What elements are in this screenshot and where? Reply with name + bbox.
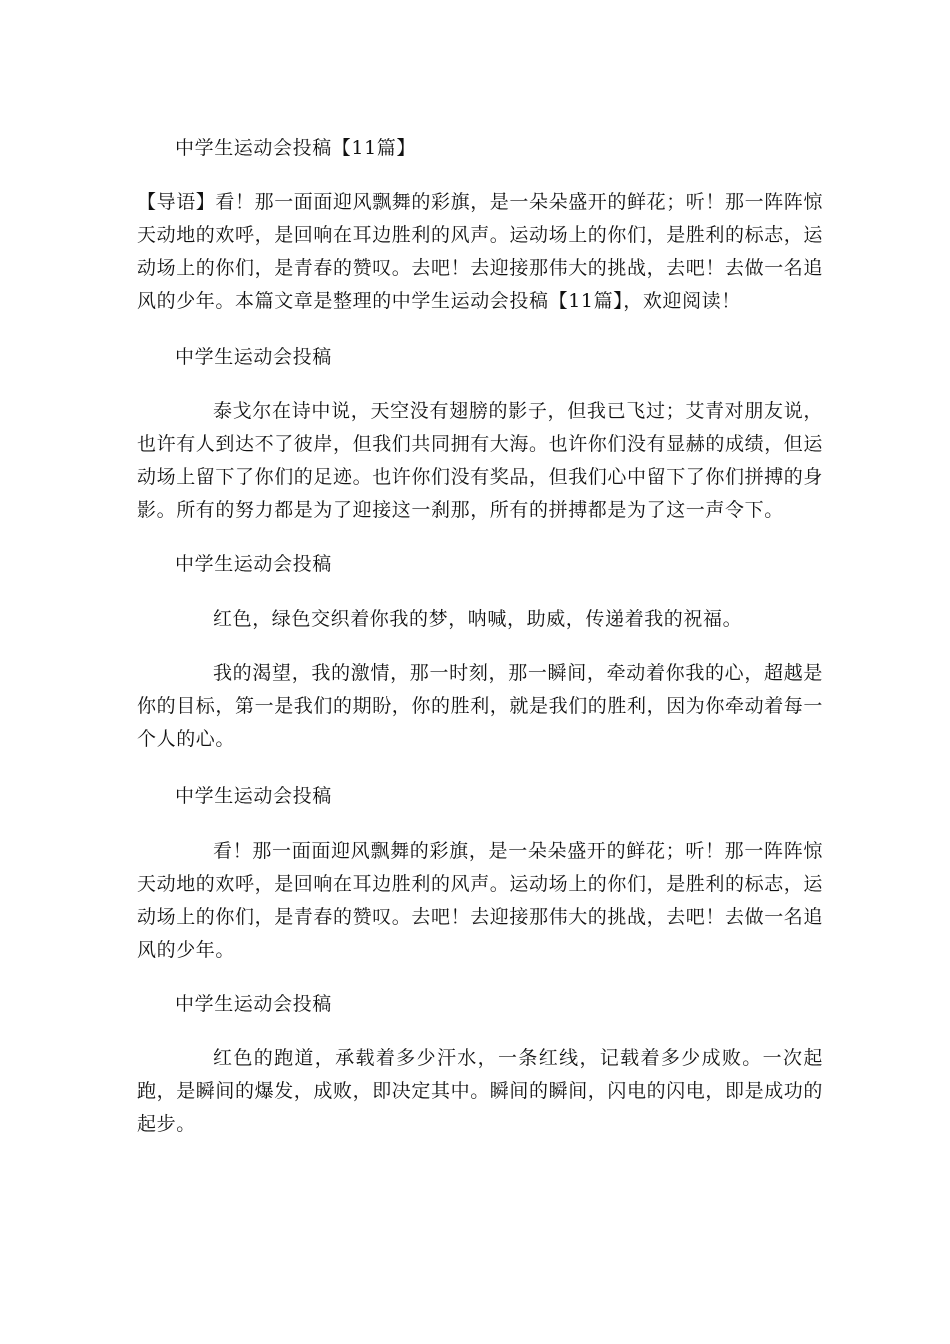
section-4-paragraph-1: 红色的跑道，承载着多少汗水，一条红线，记载着多少成败。一次起跑，是瞬间的爆发，成败，即决定其中。瞬间的瞬间，闪电的闪电，即是成功的起步。 — [137, 1047, 824, 1135]
document-title: 中学生运动会投稿【11篇】 — [175, 137, 416, 159]
section-heading-4: 中学生运动会投稿 — [175, 993, 332, 1015]
section-2-paragraph-1: 红色，绿色交织着你我的梦，呐喊，助威，传递着我的祝福。 — [213, 608, 743, 630]
intro-paragraph: 【导语】看！那一面面迎风飘舞的彩旗，是一朵朵盛开的鲜花；听！那一阵阵惊天动地的欢呼，是回响在耳边胜利的风声。运动场上的你们，是胜利的标志，运动场上的你们，是青春的赞叹。去吧！去迎接那伟大的挑战，去吧！去做一名追风的少年。本篇文章是整理的中学生运动会投稿【11篇】，欢迎阅读！ — [137, 191, 824, 312]
section-heading-1: 中学生运动会投稿 — [175, 346, 332, 368]
section-2-paragraph-2: 我的渴望，我的激情，那一时刻，那一瞬间，牵动着你我的心，超越是你的目标，第一是我们的期盼，你的胜利，就是我们的胜利，因为你牵动着每一个人的心。 — [137, 662, 824, 750]
section-3-paragraph-1: 看！那一面面迎风飘舞的彩旗，是一朵朵盛开的鲜花；听！那一阵阵惊天动地的欢呼，是回响在耳边胜利的风声。运动场上的你们，是胜利的标志，运动场上的你们，是青春的赞叹。去吧！去迎接那伟大的挑战，去吧！去做一名追风的少年。 — [137, 840, 824, 961]
section-heading-3: 中学生运动会投稿 — [175, 785, 332, 807]
section-heading-2: 中学生运动会投稿 — [175, 553, 332, 575]
section-1-paragraph-1: 泰戈尔在诗中说，天空没有翅膀的影子，但我已飞过；艾青对朋友说，也许有人到达不了彼岸，但我们共同拥有大海。也许你们没有显赫的成绩，但运动场上留下了你们的足迹。也许你们没有奖品，但我们心中留下了你们拼搏的身影。所有的努力都是为了迎接这一刹那，所有的拼搏都是为了这一声令下。 — [137, 400, 824, 521]
